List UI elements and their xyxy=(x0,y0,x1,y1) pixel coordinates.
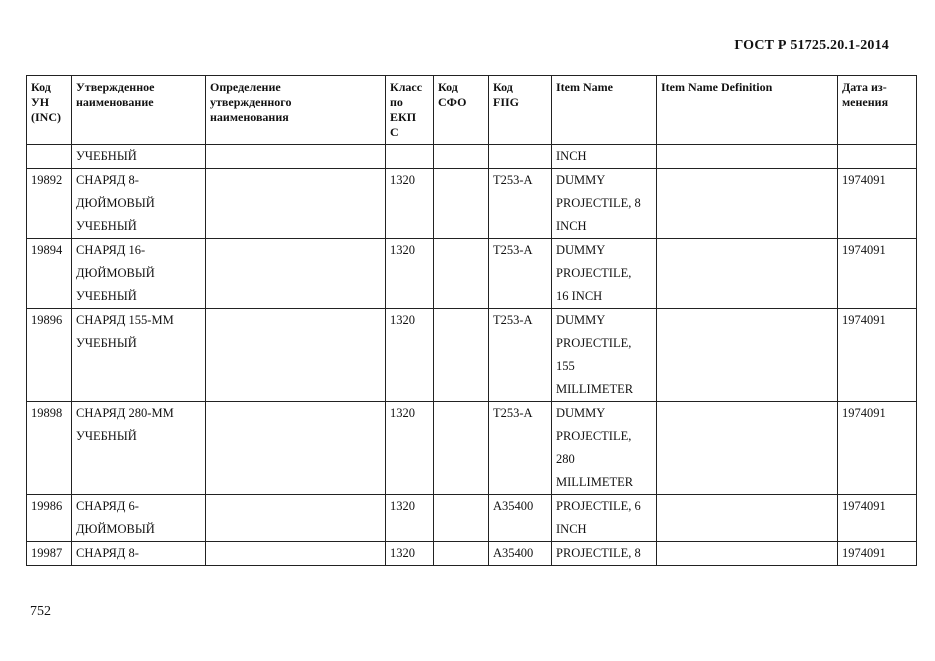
table-row xyxy=(27,309,917,402)
item-name-definition-cell xyxy=(657,169,838,239)
sfo-cell xyxy=(434,309,489,402)
table-row xyxy=(27,542,917,566)
item-name-cell: DUMMY PROJECTILE, 155 MILLIMETER xyxy=(552,309,657,402)
change-date-cell: 1974091 xyxy=(838,309,917,402)
item-name-cell: PROJECTILE, 8 xyxy=(552,542,657,566)
approved-name-cell: СНАРЯД 8- xyxy=(72,542,206,566)
column-header-item-name-definition: Item Name Definition xyxy=(657,76,838,145)
inc-cell xyxy=(27,145,72,169)
name-definition-cell xyxy=(206,169,386,239)
table-row xyxy=(27,495,917,542)
approved-name-cell: СНАРЯД 8- ДЮЙМОВЫЙ УЧЕБНЫЙ xyxy=(72,169,206,239)
fiig-cell: T253-A xyxy=(489,239,552,309)
fiig-cell xyxy=(489,145,552,169)
name-definition-cell xyxy=(206,402,386,495)
column-header-class: Класс по ЕКП С xyxy=(386,76,434,145)
class-cell xyxy=(386,145,434,169)
sfo-cell xyxy=(434,402,489,495)
item-name-cell: INCH xyxy=(552,145,657,169)
table-row xyxy=(27,239,917,309)
class-cell: 1320 xyxy=(386,402,434,495)
column-header-change-date: Дата из- менения xyxy=(838,76,917,145)
table-row xyxy=(27,402,917,495)
name-definition-cell xyxy=(206,239,386,309)
table-row xyxy=(27,169,917,239)
item-name-cell: PROJECTILE, 6 INCH xyxy=(552,495,657,542)
table-row xyxy=(27,145,917,169)
class-cell: 1320 xyxy=(386,542,434,566)
inc-cell: 19894 xyxy=(27,239,72,309)
approved-name-cell: СНАРЯД 16- ДЮЙМОВЫЙ УЧЕБНЫЙ xyxy=(72,239,206,309)
item-name-definition-cell xyxy=(657,495,838,542)
item-name-definition-cell xyxy=(657,145,838,169)
table-body xyxy=(27,145,917,566)
sfo-cell xyxy=(434,239,489,309)
item-name-definition-cell xyxy=(657,309,838,402)
column-header-approved-name: Утвержденное наименование xyxy=(72,76,206,145)
document-standard-header: ГОСТ Р 51725.20.1-2014 xyxy=(734,38,889,53)
column-header-name-definition: Определение утвержденного наименования xyxy=(206,76,386,145)
sfo-cell xyxy=(434,495,489,542)
column-header-item-name: Item Name xyxy=(552,76,657,145)
item-name-cell: DUMMY PROJECTILE, 280 MILLIMETER xyxy=(552,402,657,495)
item-name-cell: DUMMY PROJECTILE, 8 INCH xyxy=(552,169,657,239)
name-definition-cell xyxy=(206,495,386,542)
item-name-cell: DUMMY PROJECTILE, 16 INCH xyxy=(552,239,657,309)
sfo-cell xyxy=(434,542,489,566)
page-number: 752 xyxy=(30,604,51,619)
inc-cell: 19896 xyxy=(27,309,72,402)
class-cell: 1320 xyxy=(386,169,434,239)
approved-name-cell: СНАРЯД 6- ДЮЙМОВЫЙ xyxy=(72,495,206,542)
approved-name-cell: СНАРЯД 280-ММ УЧЕБНЫЙ xyxy=(72,402,206,495)
sfo-cell xyxy=(434,145,489,169)
change-date-cell: 1974091 xyxy=(838,542,917,566)
class-cell: 1320 xyxy=(386,309,434,402)
column-header-fiig: Код FIIG xyxy=(489,76,552,145)
class-cell: 1320 xyxy=(386,495,434,542)
class-cell: 1320 xyxy=(386,239,434,309)
inc-cell: 19986 xyxy=(27,495,72,542)
fiig-cell: T253-A xyxy=(489,309,552,402)
change-date-cell: 1974091 xyxy=(838,402,917,495)
fiig-cell: A35400 xyxy=(489,542,552,566)
item-name-definition-cell xyxy=(657,402,838,495)
fiig-cell: T253-A xyxy=(489,169,552,239)
name-definition-cell xyxy=(206,542,386,566)
change-date-cell xyxy=(838,145,917,169)
item-names-table xyxy=(26,75,917,566)
inc-cell: 19987 xyxy=(27,542,72,566)
change-date-cell: 1974091 xyxy=(838,239,917,309)
name-definition-cell xyxy=(206,145,386,169)
fiig-cell: T253-A xyxy=(489,402,552,495)
inc-cell: 19892 xyxy=(27,169,72,239)
inc-cell: 19898 xyxy=(27,402,72,495)
change-date-cell: 1974091 xyxy=(838,169,917,239)
column-header-inc: Код УН (INC) xyxy=(27,76,72,145)
approved-name-cell: СНАРЯД 155-ММ УЧЕБНЫЙ xyxy=(72,309,206,402)
item-name-definition-cell xyxy=(657,239,838,309)
fiig-cell: A35400 xyxy=(489,495,552,542)
column-header-sfo: Код СФО xyxy=(434,76,489,145)
sfo-cell xyxy=(434,169,489,239)
item-name-definition-cell xyxy=(657,542,838,566)
approved-name-cell: УЧЕБНЫЙ xyxy=(72,145,206,169)
change-date-cell: 1974091 xyxy=(838,495,917,542)
table-header-row xyxy=(27,76,917,145)
name-definition-cell xyxy=(206,309,386,402)
